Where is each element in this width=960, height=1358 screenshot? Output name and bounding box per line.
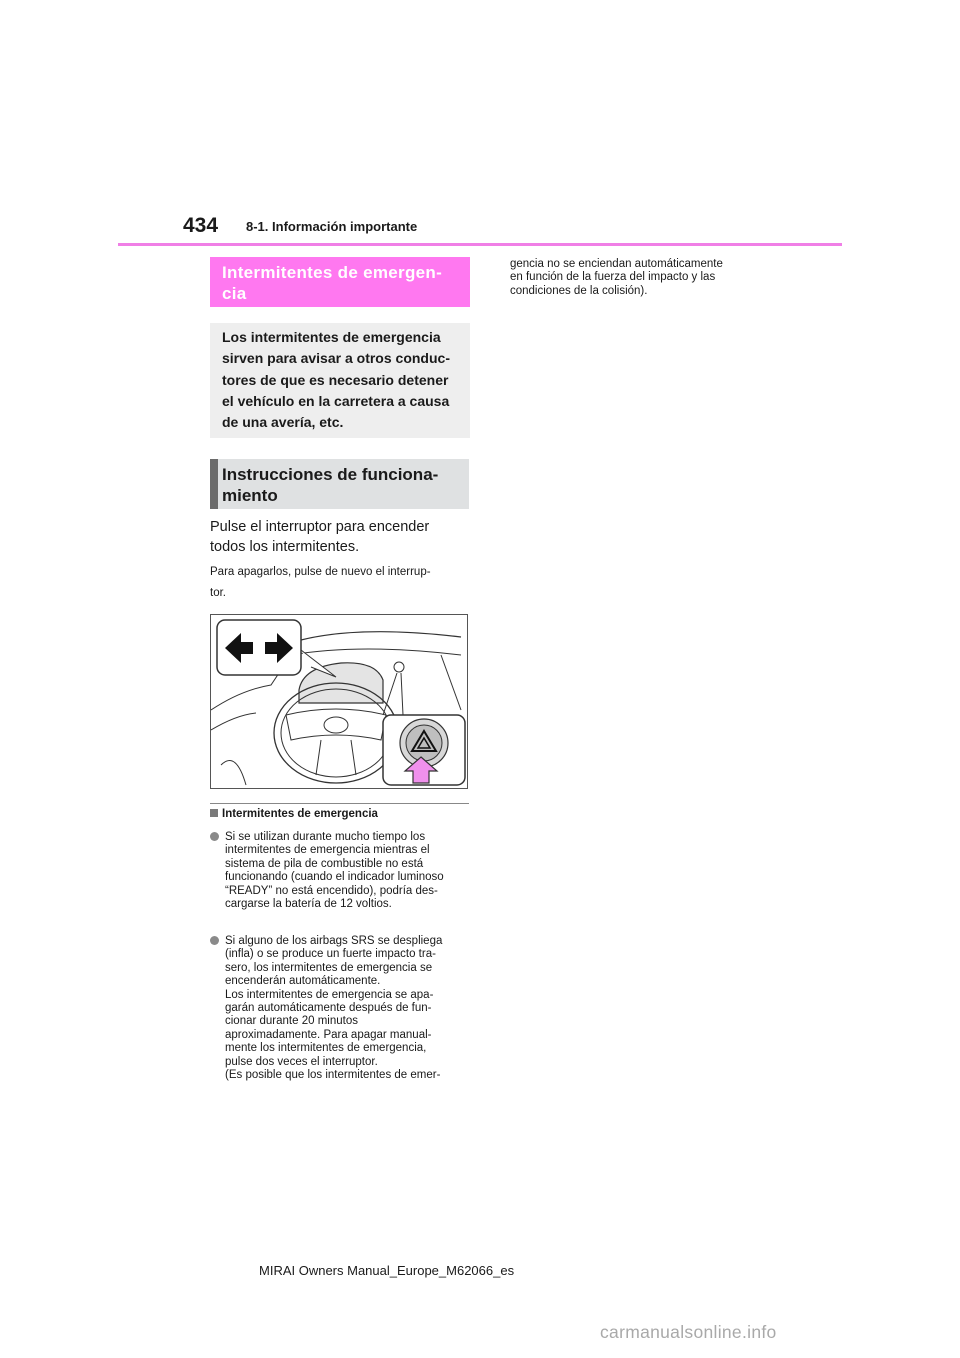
turn-off-line: tor. xyxy=(210,587,226,599)
intro-box xyxy=(210,323,470,438)
intro-line: sirven para avisar a otros conduc- xyxy=(222,350,450,367)
operating-instructions-heading xyxy=(210,459,469,509)
intro-line: tores de que es necesario detener xyxy=(222,371,449,388)
dashboard-drawing xyxy=(211,615,467,788)
header-divider xyxy=(118,243,842,246)
hazard-switch-illustration xyxy=(210,614,468,789)
turn-off-line: Para apagarlos, pulse de nuevo el interrup- xyxy=(210,566,431,578)
section-title: 8-1. Información importante xyxy=(246,219,418,234)
intro-line: de una avería, etc. xyxy=(222,414,344,431)
note-text: Si alguno de los airbags SRS se despliega (infla) o se produce un fuerte impacto tra- sero, los intermitentes de emergencia se encenderán automáticamente. Los intermitentes de emergencia se apa- garán automáticamente después de fun- cionar durante 20 minutos aproximadamente. Para apagar manual- mente los intermitentes de emergencia, pulse dos veces el interruptor. (Es posible que los intermitentes de emer- xyxy=(225,935,443,1082)
square-bullet-icon xyxy=(210,809,218,817)
notes-divider xyxy=(210,803,469,804)
instruction-line: todos los intermitentes. xyxy=(210,539,360,555)
heading-line: Instrucciones de funciona- xyxy=(222,465,439,484)
bullet-dot-icon xyxy=(210,832,219,841)
instruction-line: Pulse el interruptor para encender xyxy=(210,519,430,535)
note-bullet xyxy=(210,831,472,911)
instruction-text xyxy=(210,517,472,557)
page-number: 434 xyxy=(183,214,219,237)
bullet-dot-icon xyxy=(210,936,219,945)
heading-line: cia xyxy=(222,284,247,303)
notes-heading-text: Intermitentes de emergencia xyxy=(222,808,378,820)
turn-off-text xyxy=(210,562,472,604)
heading-line: miento xyxy=(222,486,278,505)
intro-line: Los intermitentes de emergencia xyxy=(222,329,441,345)
hazard-lights-heading xyxy=(210,257,470,307)
heading-accent-bar xyxy=(210,459,218,509)
note-bullet xyxy=(210,935,472,1082)
watermark: carmanualsonline.info xyxy=(600,1322,777,1342)
notes-heading xyxy=(210,808,378,820)
note-continuation: gencia no se enciendan automáticamente en función de la fuerza del impacto y las condiciones de la colisión). xyxy=(510,258,723,297)
heading-line: Intermitentes de emergen- xyxy=(222,263,443,282)
intro-line: el vehículo en la carretera a causa xyxy=(222,392,450,409)
manual-footer: MIRAI Owners Manual_Europe_M62066_es xyxy=(259,1263,515,1278)
note-text: Si se utilizan durante mucho tiempo los intermitentes de emergencia mientras el sistema de pila de combustible no está funcionando (cuando el indicador luminoso “READY” no está encendido), podría des- cargarse la batería de 12 voltios. xyxy=(225,831,444,911)
